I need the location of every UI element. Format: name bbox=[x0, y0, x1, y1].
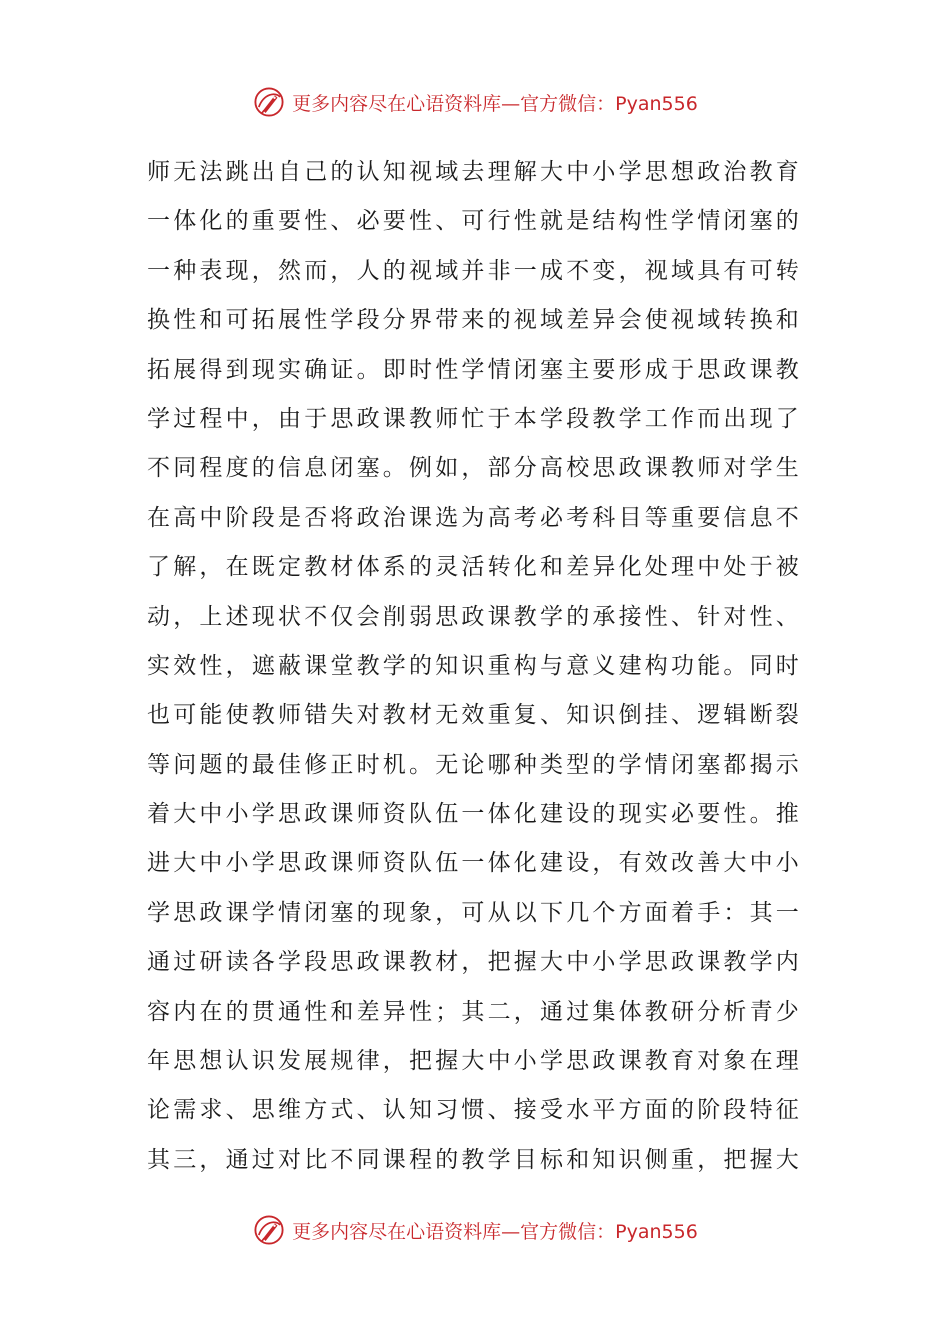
footer-banner-text: 更多内容尽在心语资料库—官方微信：Pyan556 bbox=[292, 1220, 698, 1243]
body-text-line: 了解，在既定教材体系的灵活转化和差异化处理中处于被 bbox=[147, 554, 802, 581]
body-text-line: 容内在的贯通性和差异性；其二，通过集体教研分析青少 bbox=[147, 998, 802, 1025]
footer-banner-wechat-id: Pyan556 bbox=[615, 1220, 698, 1243]
body-text-line: 拓展得到现实确证。即时性学情闭塞主要形成于思政课教 bbox=[147, 356, 802, 383]
body-text-line: 着大中小学思政课师资队伍一体化建设的现实必要性。推 bbox=[147, 801, 802, 828]
body-text-line: 其三，通过对比不同课程的教学目标和知识侧重，把握大 bbox=[147, 1146, 802, 1173]
body-text-line: 一种表现，然而，人的视域并非一成不变，视域具有可转 bbox=[147, 257, 802, 284]
body-text-line: 换性和可拓展性学段分界带来的视域差异会使视域转换和 bbox=[147, 307, 802, 334]
body-text-line: 通过研读各学段思政课教材，把握大中小学思政课教学内 bbox=[147, 949, 802, 976]
header-banner bbox=[0, 82, 950, 122]
body-text-line: 在高中阶段是否将政治课选为高考必考科目等重要信息不 bbox=[147, 504, 802, 531]
document-body bbox=[147, 148, 807, 1185]
header-banner-wechat-id: Pyan556 bbox=[615, 92, 698, 115]
body-text-line: 论需求、思维方式、认知习惯、接受水平方面的阶段特征 bbox=[147, 1097, 802, 1124]
body-text-line: 动，上述现状不仅会削弱思政课教学的承接性、针对性、 bbox=[147, 603, 802, 630]
body-text-line: 师无法跳出自己的认知视域去理解大中小学思想政治教育 bbox=[147, 159, 802, 185]
body-text-line: 等问题的最佳修正时机。无论哪种类型的学情闭塞都揭示 bbox=[147, 751, 802, 778]
body-text-line: 进大中小学思政课师资队伍一体化建设，有效改善大中小 bbox=[147, 850, 802, 877]
body-text-line: 一体化的重要性、必要性、可行性就是结构性学情闭塞的 bbox=[147, 208, 802, 235]
body-text-line: 学过程中，由于思政课教师忙于本学段教学工作而出现了 bbox=[147, 405, 802, 432]
body-text-line: 学思政课学情闭塞的现象，可从以下几个方面着手：其一 bbox=[147, 899, 802, 926]
body-text-line: 不同程度的信息闭塞。例如，部分高校思政课教师对学生 bbox=[147, 455, 802, 482]
body-text-line: 年思想认识发展规律，把握大中小学思政课教育对象在理 bbox=[147, 1048, 802, 1075]
pen-nib-swirl-logo-icon bbox=[252, 85, 286, 119]
body-text-line: 也可能使教师错失对教材无效重复、知识倒挂、逻辑断裂 bbox=[147, 702, 802, 729]
pen-nib-swirl-logo-icon bbox=[252, 1213, 286, 1247]
header-banner-text: 更多内容尽在心语资料库—官方微信：Pyan556 bbox=[292, 92, 698, 115]
footer-banner bbox=[0, 1210, 950, 1250]
body-text-line: 实效性，遮蔽课堂教学的知识重构与意义建构功能。同时 bbox=[147, 652, 802, 679]
